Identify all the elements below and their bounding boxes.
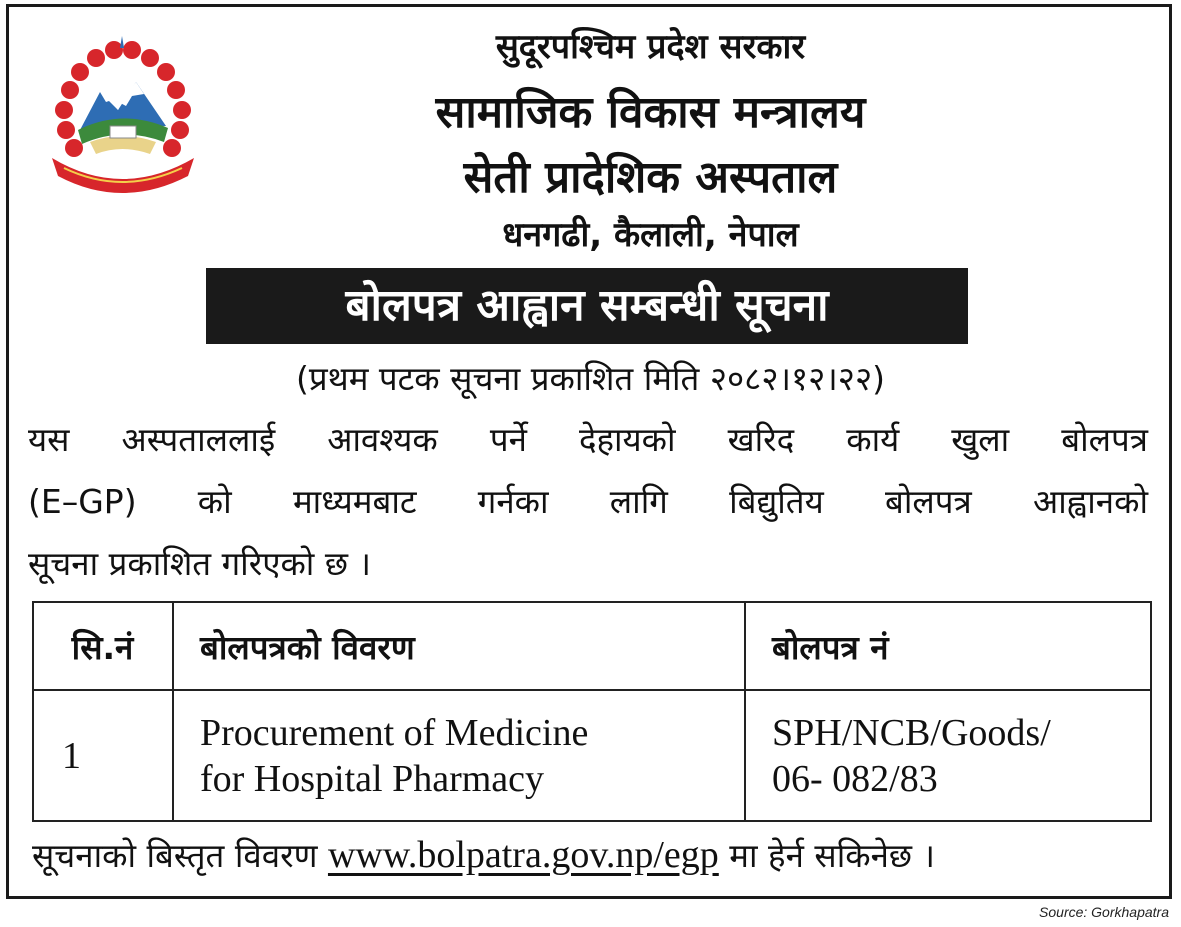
bid-table xyxy=(32,601,1152,822)
publication-date: (प्रथम पटक सूचना प्रकाशित मिति २०८२।१२।२२) xyxy=(295,359,886,398)
cell-sn: 1 xyxy=(33,690,173,821)
column-header-bid-number: बोलपत्र नं xyxy=(745,602,1151,690)
cell-bid-number xyxy=(745,690,1151,821)
body-text-line: (E–GP) को माध्यमबाट गर्नका लागि बिद्युतिय बोलपत्र आह्वानको xyxy=(28,482,1148,521)
description-line: Procurement of Medicine xyxy=(200,711,589,754)
address-heading: धनगढी, कैलाली, नेपाल xyxy=(502,215,799,255)
cell-description xyxy=(173,690,745,821)
body-text-line: यस अस्पताललाई आवश्यक पर्ने देहायको खरिद कार्य खुला बोलपत्र xyxy=(28,420,1148,459)
notice-title-banner: बोलपत्र आह्वान सम्बन्धी सूचना xyxy=(206,268,968,344)
table-header-row xyxy=(33,602,1151,690)
footer-suffix: मा हेर्न सकिनेछ । xyxy=(729,836,936,875)
province-government-heading: सुदूरपश्चिम प्रदेश सरकार xyxy=(495,27,806,67)
column-header-description: बोलपत्रको विवरण xyxy=(173,602,745,690)
body-text-line: सूचना प्रकाशित गरिएको छ । xyxy=(28,544,371,583)
bid-number-line: 06- 082/83 xyxy=(772,757,938,800)
bolpatra-url-link[interactable]: www.bolpatra.gov.np/egp xyxy=(327,834,719,876)
footer-prefix: सूचनाको बिस्तृत विवरण xyxy=(32,836,318,875)
bid-number-line: SPH/NCB/Goods/ xyxy=(772,711,1051,754)
source-credit: Source: Gorkhapatra xyxy=(1039,904,1169,920)
ministry-heading: सामाजिक विकास मन्त्रालय xyxy=(435,87,866,138)
table-row xyxy=(33,690,1151,821)
hospital-heading: सेती प्रादेशिक अस्पताल xyxy=(463,152,838,203)
footer-text xyxy=(32,832,1162,877)
column-header-sn: सि.नं xyxy=(33,602,173,690)
description-line: for Hospital Pharmacy xyxy=(200,757,545,800)
